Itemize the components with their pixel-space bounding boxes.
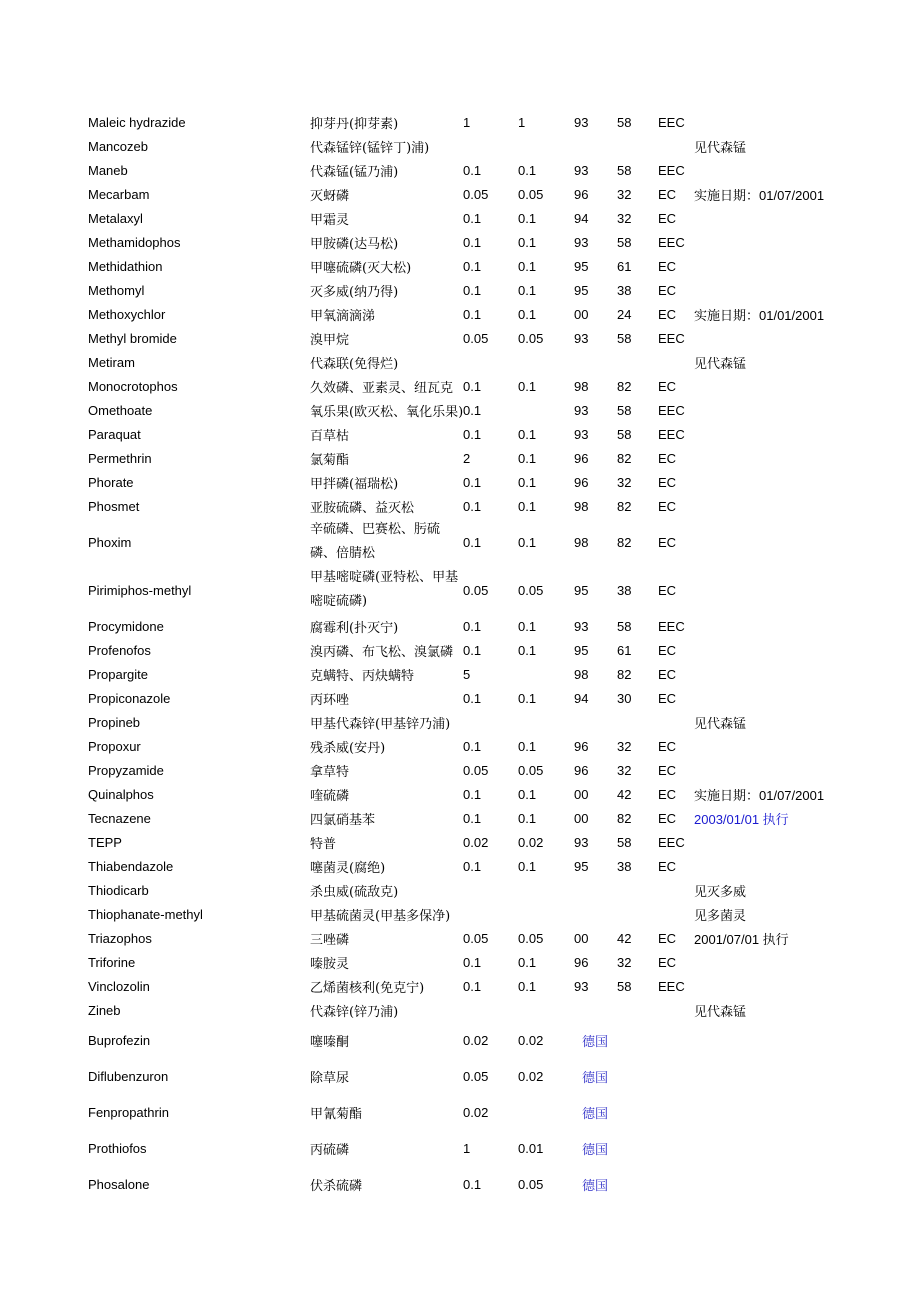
chinese-name: 甲氰菊酯 bbox=[310, 1106, 363, 1122]
directive-number: 24 bbox=[617, 306, 632, 322]
chinese-name: 甲霜灵 bbox=[310, 212, 350, 228]
pesticide-name: Triazophos bbox=[88, 930, 152, 946]
directive-number: 42 bbox=[617, 930, 632, 946]
directive-source: EC bbox=[658, 954, 677, 970]
chinese-name: 腐霉利(扑灭宁) bbox=[310, 620, 399, 636]
directive-number: 58 bbox=[617, 618, 632, 634]
limit-value-2: 1 bbox=[518, 114, 526, 130]
limit-value-2: 0.1 bbox=[518, 738, 537, 754]
table-row bbox=[88, 398, 888, 422]
directive-source: EEC bbox=[658, 234, 685, 250]
limit-value-2: 0.1 bbox=[518, 162, 537, 178]
chinese-name: 代森锌(锌乃浦) bbox=[310, 1004, 399, 1020]
limit-value-1: 0.02 bbox=[463, 1032, 489, 1048]
pesticide-name: Maneb bbox=[88, 162, 128, 178]
directive-source: EC bbox=[658, 738, 677, 754]
limit-value-1: 0.1 bbox=[463, 498, 482, 514]
pesticide-name: Thiodicarb bbox=[88, 882, 149, 898]
note: 见灭多威 bbox=[694, 884, 747, 900]
pesticide-name: Maleic hydrazide bbox=[88, 114, 186, 130]
directive-number: 32 bbox=[617, 186, 632, 202]
limit-value-2: 0.1 bbox=[518, 378, 537, 394]
directive-source: EC bbox=[658, 582, 677, 598]
limit-value-2: 0.05 bbox=[518, 582, 544, 598]
pesticide-name: Profenofos bbox=[88, 642, 151, 658]
directive-year: 98 bbox=[574, 666, 589, 682]
directive-source: EC bbox=[658, 282, 677, 298]
limit-value-2: 0.01 bbox=[518, 1140, 544, 1156]
directive-number: 82 bbox=[617, 534, 632, 550]
note: 2001/07/01 执行 bbox=[694, 931, 789, 947]
table-row bbox=[88, 134, 888, 158]
directive-source: EC bbox=[658, 810, 677, 826]
directive-source: EC bbox=[658, 930, 677, 946]
directive-source: EC bbox=[658, 666, 677, 682]
chinese-name: 抑芽丹(抑芽素) bbox=[310, 116, 399, 132]
limit-value-1: 0.1 bbox=[463, 210, 482, 226]
country-link[interactable]: 德国 bbox=[582, 1070, 609, 1086]
table-row bbox=[88, 422, 888, 446]
pesticide-name: Buprofezin bbox=[88, 1032, 151, 1048]
limit-value-1: 0.1 bbox=[463, 810, 482, 826]
directive-year: 98 bbox=[574, 498, 589, 514]
limit-value-2: 0.05 bbox=[518, 330, 544, 346]
directive-year: 96 bbox=[574, 762, 589, 778]
table-row bbox=[88, 254, 888, 278]
directive-year: 00 bbox=[574, 930, 589, 946]
directive-year: 96 bbox=[574, 186, 589, 202]
table-row bbox=[88, 782, 888, 806]
directive-source: EC bbox=[658, 306, 677, 322]
limit-value-2: 0.1 bbox=[518, 306, 537, 322]
directive-number: 82 bbox=[617, 498, 632, 514]
chinese-name: 代森锰(锰乃浦) bbox=[310, 164, 399, 180]
limit-value-2: 0.1 bbox=[518, 858, 537, 874]
pesticide-name: TEPP bbox=[88, 834, 122, 850]
directive-source: EEC bbox=[658, 618, 685, 634]
directive-number: 30 bbox=[617, 690, 632, 706]
chinese-name: 丙环唑 bbox=[310, 692, 350, 708]
limit-value-2: 0.1 bbox=[518, 810, 537, 826]
table-row bbox=[88, 566, 888, 614]
directive-number: 61 bbox=[617, 258, 632, 274]
directive-year: 94 bbox=[574, 690, 589, 706]
directive-year: 93 bbox=[574, 402, 589, 418]
limit-value-1: 0.1 bbox=[463, 282, 482, 298]
pesticide-name: Propiconazole bbox=[88, 690, 171, 706]
directive-source: EC bbox=[658, 450, 677, 466]
limit-value-1: 0.05 bbox=[463, 582, 489, 598]
directive-year: 93 bbox=[574, 114, 589, 130]
note: 见多菌灵 bbox=[694, 908, 747, 924]
limit-value-2: 0.05 bbox=[518, 186, 544, 202]
directive-year: 93 bbox=[574, 234, 589, 250]
chinese-name: 嗪胺灵 bbox=[310, 956, 350, 972]
table-row bbox=[88, 806, 888, 830]
directive-number: 58 bbox=[617, 426, 632, 442]
pesticide-name: Diflubenzuron bbox=[88, 1068, 169, 1084]
limit-value-2: 0.1 bbox=[518, 978, 537, 994]
pesticide-name: Metalaxyl bbox=[88, 210, 143, 226]
limit-value-1: 0.1 bbox=[463, 402, 482, 418]
limit-value-2: 0.1 bbox=[518, 450, 537, 466]
limit-value-1: 0.05 bbox=[463, 762, 489, 778]
limit-value-2: 0.1 bbox=[518, 282, 537, 298]
directive-source: EEC bbox=[658, 402, 685, 418]
pesticide-name: Methyl bromide bbox=[88, 330, 177, 346]
chinese-name: 噻菌灵(腐绝) bbox=[310, 860, 386, 876]
chinese-name: 三唑磷 bbox=[310, 932, 350, 948]
directive-year: 95 bbox=[574, 642, 589, 658]
limit-value-2: 0.05 bbox=[518, 930, 544, 946]
table-row bbox=[88, 974, 888, 998]
pesticide-name: Mancozeb bbox=[88, 138, 148, 154]
limit-value-2: 0.1 bbox=[518, 258, 537, 274]
limit-value-1: 0.1 bbox=[463, 1176, 482, 1192]
table-row bbox=[88, 878, 888, 902]
directive-source: EC bbox=[658, 210, 677, 226]
table-row bbox=[88, 1166, 888, 1202]
limit-value-2: 0.1 bbox=[518, 618, 537, 634]
chinese-name: 甲基硫菌灵(甲基多保净) bbox=[310, 908, 451, 924]
chinese-name: 灭多威(纳乃得) bbox=[310, 284, 399, 300]
note: 2003/01/01 执行 bbox=[694, 811, 789, 827]
pesticide-name: Fenpropathrin bbox=[88, 1104, 169, 1120]
pesticide-name: Propineb bbox=[88, 714, 141, 730]
pesticide-name: Thiophanate-methyl bbox=[88, 906, 203, 922]
table-row bbox=[88, 518, 888, 566]
directive-source: EEC bbox=[658, 114, 685, 130]
table-row bbox=[88, 374, 888, 398]
directive-year: 00 bbox=[574, 786, 589, 802]
table-row bbox=[88, 686, 888, 710]
directive-year: 93 bbox=[574, 978, 589, 994]
chinese-name: 四氯硝基苯 bbox=[310, 812, 376, 828]
note: 见代森锰 bbox=[694, 716, 747, 732]
limit-value-2: 0.1 bbox=[518, 690, 537, 706]
chinese-name: 久效磷、亚素灵、纽瓦克 bbox=[310, 380, 454, 396]
note: 实施日期：01/07/2001 bbox=[694, 787, 825, 803]
limit-value-1: 2 bbox=[463, 450, 471, 466]
limit-value-1: 1 bbox=[463, 114, 471, 130]
directive-year: 93 bbox=[574, 618, 589, 634]
directive-number: 82 bbox=[617, 378, 632, 394]
directive-year: 94 bbox=[574, 210, 589, 226]
limit-value-1: 0.1 bbox=[463, 738, 482, 754]
directive-year: 95 bbox=[574, 858, 589, 874]
directive-year: 98 bbox=[574, 534, 589, 550]
limit-value-1: 0.1 bbox=[463, 258, 482, 274]
chinese-name: 氯菊酯 bbox=[310, 452, 350, 468]
chinese-name: 溴甲烷 bbox=[310, 332, 350, 348]
directive-year: 93 bbox=[574, 330, 589, 346]
pesticide-name: Triforine bbox=[88, 954, 136, 970]
limit-value-1: 0.1 bbox=[463, 474, 482, 490]
chinese-name: 杀虫威(硫敌克) bbox=[310, 884, 399, 900]
pesticide-name: Propargite bbox=[88, 666, 148, 682]
pesticide-name: Propyzamide bbox=[88, 762, 164, 778]
chinese-name: 甲胺磷(达马松) bbox=[310, 236, 399, 252]
directive-year: 00 bbox=[574, 306, 589, 322]
pesticide-name: Quinalphos bbox=[88, 786, 154, 802]
chinese-name: 甲拌磷(福瑞松) bbox=[310, 476, 399, 492]
chinese-name: 代森联(免得烂) bbox=[310, 356, 399, 372]
limit-value-2: 0.1 bbox=[518, 210, 537, 226]
directive-source: EC bbox=[658, 186, 677, 202]
pesticide-name: Propoxur bbox=[88, 738, 141, 754]
limit-value-1: 0.1 bbox=[463, 858, 482, 874]
directive-number: 32 bbox=[617, 738, 632, 754]
directive-year: 98 bbox=[574, 378, 589, 394]
note: 见代森锰 bbox=[694, 140, 747, 156]
chinese-name: 克螨特、丙炔螨特 bbox=[310, 668, 415, 684]
country-link[interactable]: 德国 bbox=[582, 1142, 609, 1158]
pesticide-name: Paraquat bbox=[88, 426, 141, 442]
directive-number: 82 bbox=[617, 810, 632, 826]
table-row bbox=[88, 230, 888, 254]
table-row bbox=[88, 830, 888, 854]
directive-year: 96 bbox=[574, 954, 589, 970]
directive-source: EC bbox=[658, 858, 677, 874]
limit-value-1: 0.1 bbox=[463, 534, 482, 550]
table-row bbox=[88, 1058, 888, 1094]
pesticide-name: Vinclozolin bbox=[88, 978, 150, 994]
chinese-name: 百草枯 bbox=[310, 428, 350, 444]
pesticide-name: Phoxim bbox=[88, 534, 132, 550]
directive-source: EC bbox=[658, 474, 677, 490]
table-row bbox=[88, 182, 888, 206]
limit-value-1: 5 bbox=[463, 666, 471, 682]
limit-value-2: 0.1 bbox=[518, 498, 537, 514]
directive-source: EC bbox=[658, 534, 677, 550]
directive-source: EEC bbox=[658, 330, 685, 346]
table-row bbox=[88, 494, 888, 518]
directive-number: 38 bbox=[617, 582, 632, 598]
limit-value-2: 0.05 bbox=[518, 1176, 544, 1192]
directive-year: 96 bbox=[574, 450, 589, 466]
table-row bbox=[88, 998, 888, 1022]
limit-value-1: 0.02 bbox=[463, 1104, 489, 1120]
chinese-name: 亚胺硫磷、益灭松 bbox=[310, 500, 415, 516]
directive-number: 58 bbox=[617, 162, 632, 178]
directive-source: EEC bbox=[658, 426, 685, 442]
country-link[interactable]: 德国 bbox=[582, 1178, 609, 1194]
directive-source: EC bbox=[658, 498, 677, 514]
directive-number: 82 bbox=[617, 666, 632, 682]
pesticide-name: Procymidone bbox=[88, 618, 164, 634]
note: 实施日期：01/07/2001 bbox=[694, 187, 825, 203]
directive-source: EC bbox=[658, 786, 677, 802]
pesticide-name: Phosmet bbox=[88, 498, 140, 514]
residue-limit-table bbox=[88, 110, 888, 1202]
pesticide-name: Methidathion bbox=[88, 258, 163, 274]
directive-number: 82 bbox=[617, 450, 632, 466]
chinese-name: 丙硫磷 bbox=[310, 1142, 350, 1158]
limit-value-1: 0.1 bbox=[463, 954, 482, 970]
pesticide-name: Metiram bbox=[88, 354, 135, 370]
directive-source: EC bbox=[658, 258, 677, 274]
chinese-name: 甲基代森锌(甲基锌乃浦) bbox=[310, 716, 451, 732]
limit-value-1: 0.05 bbox=[463, 330, 489, 346]
limit-value-2: 0.02 bbox=[518, 1032, 544, 1048]
limit-value-2: 0.02 bbox=[518, 1068, 544, 1084]
chinese-name: 氧乐果(欧灭松、氧化乐果) bbox=[310, 404, 464, 420]
limit-value-1: 0.02 bbox=[463, 834, 489, 850]
directive-source: EEC bbox=[658, 162, 685, 178]
note: 见代森锰 bbox=[694, 356, 747, 372]
table-row bbox=[88, 158, 888, 182]
chinese-name: 甲基嘧啶磷(亚特松、甲基嘧啶硫磷) bbox=[310, 570, 459, 609]
directive-year: 96 bbox=[574, 474, 589, 490]
limit-value-2: 0.1 bbox=[518, 642, 537, 658]
table-row bbox=[88, 470, 888, 494]
pesticide-name: Thiabendazole bbox=[88, 858, 174, 874]
table-row bbox=[88, 734, 888, 758]
chinese-name: 伏杀硫磷 bbox=[310, 1178, 363, 1194]
table-row bbox=[88, 950, 888, 974]
chinese-name: 甲噻硫磷(灭大松) bbox=[310, 260, 412, 276]
limit-value-2: 0.1 bbox=[518, 954, 537, 970]
limit-value-2: 0.1 bbox=[518, 426, 537, 442]
directive-year: 93 bbox=[574, 162, 589, 178]
pesticide-name: Methoxychlor bbox=[88, 306, 166, 322]
limit-value-1: 0.1 bbox=[463, 162, 482, 178]
pesticide-name: Omethoate bbox=[88, 402, 153, 418]
directive-source: EEC bbox=[658, 978, 685, 994]
country-link[interactable]: 德国 bbox=[582, 1106, 609, 1122]
chinese-name: 甲氧滴滴涕 bbox=[310, 308, 376, 324]
directive-source: EC bbox=[658, 378, 677, 394]
table-row bbox=[88, 1130, 888, 1166]
limit-value-1: 0.1 bbox=[463, 618, 482, 634]
directive-year: 93 bbox=[574, 426, 589, 442]
directive-year: 00 bbox=[574, 810, 589, 826]
table-row bbox=[88, 662, 888, 686]
directive-year: 95 bbox=[574, 582, 589, 598]
chinese-name: 拿草特 bbox=[310, 764, 350, 780]
directive-number: 32 bbox=[617, 210, 632, 226]
table-row bbox=[88, 1094, 888, 1130]
chinese-name: 残杀威(安丹) bbox=[310, 740, 386, 756]
country-link[interactable]: 德国 bbox=[582, 1034, 609, 1050]
limit-value-1: 1 bbox=[463, 1140, 471, 1156]
pesticide-name: Phorate bbox=[88, 474, 134, 490]
directive-year: 95 bbox=[574, 282, 589, 298]
directive-source: EC bbox=[658, 690, 677, 706]
limit-value-2: 0.05 bbox=[518, 762, 544, 778]
note: 实施日期：01/01/2001 bbox=[694, 307, 825, 323]
limit-value-2: 0.1 bbox=[518, 234, 537, 250]
limit-value-2: 0.1 bbox=[518, 534, 537, 550]
table-row bbox=[88, 710, 888, 734]
table-row bbox=[88, 278, 888, 302]
table-row bbox=[88, 614, 888, 638]
chinese-name: 噻嗪酮 bbox=[310, 1034, 350, 1050]
limit-value-2: 0.02 bbox=[518, 834, 544, 850]
limit-value-2: 0.1 bbox=[518, 474, 537, 490]
limit-value-1: 0.05 bbox=[463, 1068, 489, 1084]
chinese-name: 辛硫磷、巴赛松、肟硫磷、倍腈松 bbox=[310, 522, 441, 561]
table-row bbox=[88, 758, 888, 782]
limit-value-1: 0.05 bbox=[463, 930, 489, 946]
chinese-name: 灭蚜磷 bbox=[310, 188, 350, 204]
table-row bbox=[88, 902, 888, 926]
directive-number: 58 bbox=[617, 114, 632, 130]
pesticide-name: Zineb bbox=[88, 1002, 121, 1018]
directive-number: 32 bbox=[617, 762, 632, 778]
limit-value-1: 0.1 bbox=[463, 690, 482, 706]
chinese-name: 除草尿 bbox=[310, 1070, 350, 1086]
table-row bbox=[88, 854, 888, 878]
limit-value-1: 0.1 bbox=[463, 426, 482, 442]
directive-number: 32 bbox=[617, 474, 632, 490]
directive-number: 32 bbox=[617, 954, 632, 970]
pesticide-name: Methomyl bbox=[88, 282, 145, 298]
limit-value-1: 0.1 bbox=[463, 642, 482, 658]
directive-number: 61 bbox=[617, 642, 632, 658]
directive-number: 58 bbox=[617, 978, 632, 994]
directive-number: 38 bbox=[617, 282, 632, 298]
chinese-name: 代森锰锌(锰锌丁)浦) bbox=[310, 140, 430, 156]
note: 见代森锰 bbox=[694, 1004, 747, 1020]
table-row bbox=[88, 326, 888, 350]
pesticide-name: Methamidophos bbox=[88, 234, 181, 250]
directive-source: EC bbox=[658, 642, 677, 658]
limit-value-1: 0.1 bbox=[463, 978, 482, 994]
chinese-name: 喹硫磷 bbox=[310, 788, 350, 804]
limit-value-1: 0.05 bbox=[463, 186, 489, 202]
limit-value-1: 0.1 bbox=[463, 378, 482, 394]
table-row bbox=[88, 638, 888, 662]
pesticide-name: Pirimiphos-methyl bbox=[88, 582, 192, 598]
directive-number: 58 bbox=[617, 234, 632, 250]
table-row bbox=[88, 110, 888, 134]
pesticide-name: Permethrin bbox=[88, 450, 152, 466]
table-row bbox=[88, 302, 888, 326]
directive-year: 96 bbox=[574, 738, 589, 754]
pesticide-name: Tecnazene bbox=[88, 810, 151, 826]
pesticide-name: Phosalone bbox=[88, 1176, 150, 1192]
limit-value-2: 0.1 bbox=[518, 786, 537, 802]
chinese-name: 乙烯菌核利(免克宁) bbox=[310, 980, 425, 996]
table-row bbox=[88, 926, 888, 950]
table-row bbox=[88, 1022, 888, 1058]
table-row bbox=[88, 446, 888, 470]
table-row bbox=[88, 206, 888, 230]
directive-number: 42 bbox=[617, 786, 632, 802]
directive-number: 38 bbox=[617, 858, 632, 874]
limit-value-1: 0.1 bbox=[463, 786, 482, 802]
chinese-name: 溴丙磷、布飞松、溴氯磷 bbox=[310, 644, 454, 660]
directive-number: 58 bbox=[617, 834, 632, 850]
directive-number: 58 bbox=[617, 402, 632, 418]
directive-source: EEC bbox=[658, 834, 685, 850]
chinese-name: 特普 bbox=[310, 836, 337, 852]
directive-year: 93 bbox=[574, 834, 589, 850]
limit-value-1: 0.1 bbox=[463, 234, 482, 250]
pesticide-name: Monocrotophos bbox=[88, 378, 178, 394]
directive-number: 58 bbox=[617, 330, 632, 346]
table-row bbox=[88, 350, 888, 374]
directive-year: 95 bbox=[574, 258, 589, 274]
directive-source: EC bbox=[658, 762, 677, 778]
limit-value-1: 0.1 bbox=[463, 306, 482, 322]
pesticide-name: Prothiofos bbox=[88, 1140, 147, 1156]
pesticide-name: Mecarbam bbox=[88, 186, 150, 202]
